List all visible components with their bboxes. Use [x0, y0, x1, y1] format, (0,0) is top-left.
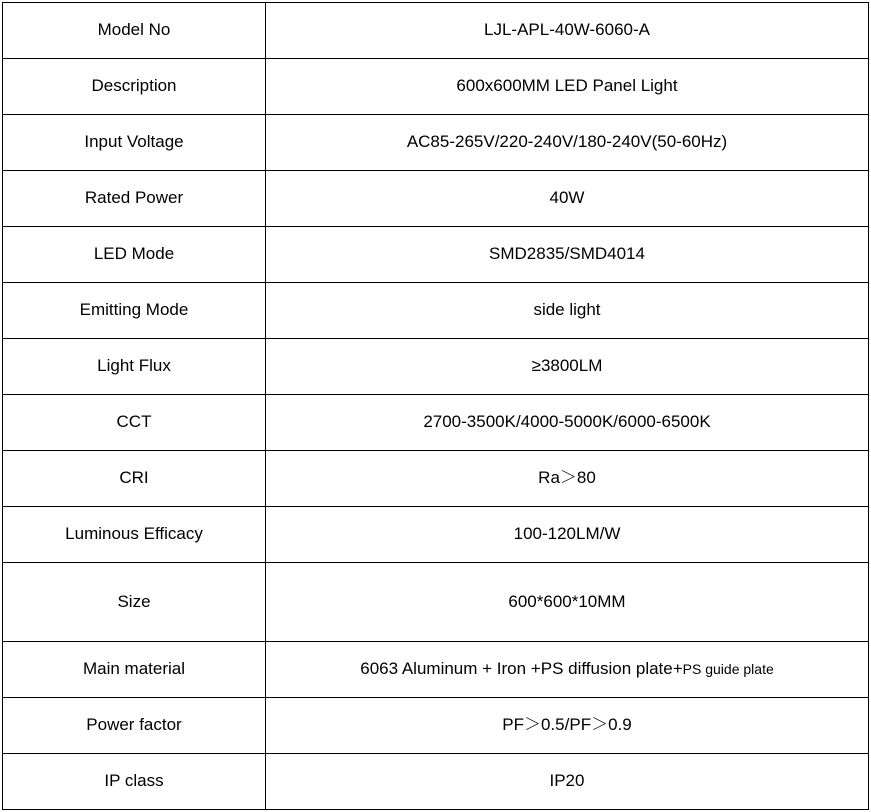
row-value-suffix: PS guide plate [682, 661, 774, 678]
row-label: Model No [3, 3, 266, 59]
row-value: 6063 Aluminum + Iron +PS diffusion plate+ [360, 659, 683, 679]
row-label: CCT [3, 395, 266, 451]
row-value: side light [266, 283, 869, 339]
table-row [3, 754, 869, 810]
row-value: PF＞0.5/PF＞0.9 [266, 698, 869, 754]
row-label: Size [3, 563, 266, 642]
row-label: Rated Power [3, 171, 266, 227]
row-label: Main material [3, 642, 266, 698]
table-row [3, 339, 869, 395]
row-value: AC85-265V/220-240V/180-240V(50-60Hz) [266, 115, 869, 171]
row-label: IP class [3, 754, 266, 810]
table-row [3, 227, 869, 283]
spec-table [2, 2, 869, 810]
table-row [3, 698, 869, 754]
row-label: LED Mode [3, 227, 266, 283]
row-label: Power factor [3, 698, 266, 754]
row-label: CRI [3, 451, 266, 507]
table-row [3, 395, 869, 451]
table-row [3, 283, 869, 339]
table-row [3, 451, 869, 507]
table-row [3, 642, 869, 698]
row-value-cell [266, 642, 869, 698]
row-value: 40W [266, 171, 869, 227]
row-value: 100-120LM/W [266, 507, 869, 563]
table-row [3, 115, 869, 171]
row-label: Description [3, 59, 266, 115]
table-row [3, 507, 869, 563]
row-value: 2700-3500K/4000-5000K/6000-6500K [266, 395, 869, 451]
table-row [3, 3, 869, 59]
table-row [3, 59, 869, 115]
row-value: 600x600MM LED Panel Light [266, 59, 869, 115]
row-value: LJL-APL-40W-6060-A [266, 3, 869, 59]
row-value: ≥3800LM [266, 339, 869, 395]
row-value: 600*600*10MM [266, 563, 869, 642]
row-label: Emitting Mode [3, 283, 266, 339]
table-row [3, 563, 869, 642]
row-label: Input Voltage [3, 115, 266, 171]
row-value: SMD2835/SMD4014 [266, 227, 869, 283]
row-value: IP20 [266, 754, 869, 810]
row-label: Light Flux [3, 339, 266, 395]
row-value: Ra＞80 [266, 451, 869, 507]
table-row [3, 171, 869, 227]
row-label: Luminous Efficacy [3, 507, 266, 563]
